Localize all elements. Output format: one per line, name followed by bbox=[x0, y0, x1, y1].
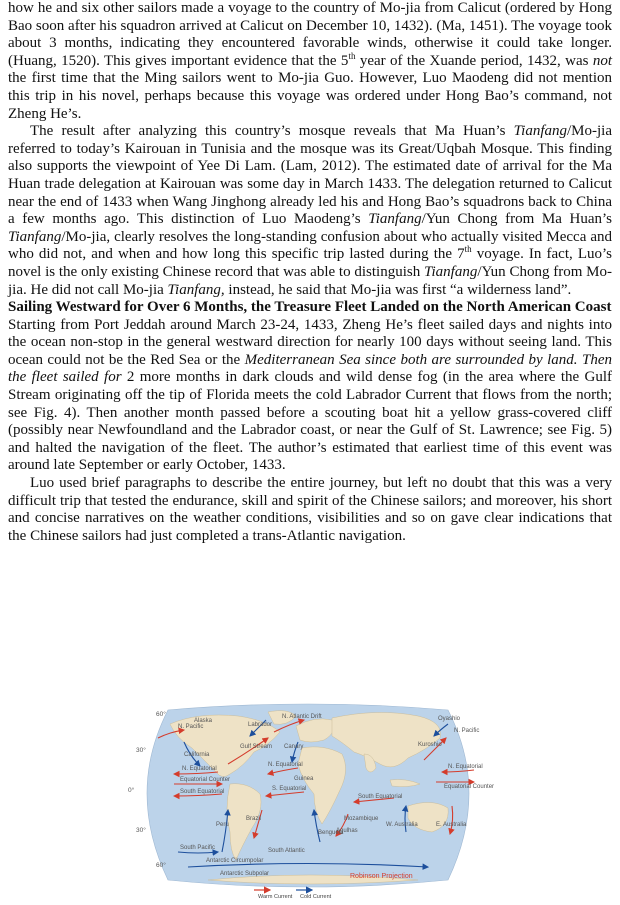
ocean-currents-map bbox=[118, 702, 498, 900]
current-label: Gulf Stream bbox=[240, 744, 273, 750]
current-label: N. Pacific bbox=[178, 724, 204, 730]
lat-label-equator: 0° bbox=[128, 787, 135, 794]
paragraph-1: how he and six other sailors made a voyage to the country of Mo-jia from Calicut (ordered by Hong Bao soon after his squadron arrived at Calicut on December 10, 1432). (Ma, 1451). The voyage took about 3 months, indicating they encountered favorable winds, otherwise it could take longer. (Huang, 1520). This gives important evidence that the 5th year of the Xuande period, 1432, was not the first time that the Ming sailors went to Mo-jia Guo. However, Luo Maodeng did not mention this trip in his novel, perhaps because this voyage was ordered under Hong Bao’s command, not Zheng He’s. bbox=[8, 0, 612, 122]
current-label: N. Equatorial bbox=[448, 764, 483, 770]
paragraph-2: The result after analyzing this country’s mosque reveals that Ma Huan’s Tianfang/Mo-jia referred to today’s Kairouan in Tunisia and the mosque was its Great/Uqbah Mosque. This finding also supports the viewpoint of Yee Di Lam. (Lam, 2012). The estimated date of arrival for the Ma Huan trade delegation at Kairouan was some day in March 1433. The delegation returned to Calicut near the end of 1433 when Wang Jinghong already led his and Hong Bao’s squadrons back to China a few months ago. This distinction of Luo Maodeng’s Tianfang/Yun Chong from Ma Huan’s Tianfang/Mo-jia, clearly resolves the long-standing confusion about who actually visited Mecca and who did not, and when and how long this specific trip lasted during the 7th voyage. In fact, Luo’s novel is the only existing Chinese record that was able to distinguish Tianfang/Yun Chong from Mo-jia. He did not call Mo-jia Tianfang, instead, he said that Mo-jia was first “a wilderness land”. bbox=[8, 123, 612, 298]
projection-caption: Robinson Projection bbox=[350, 873, 413, 880]
current-label: South Equatorial bbox=[180, 789, 225, 795]
lat-label-30s: 30° bbox=[136, 827, 146, 834]
current-label: Oyashio bbox=[438, 716, 461, 722]
current-label: Labrador bbox=[248, 722, 273, 728]
section-heading: Sailing Westward for Over 6 Months, the Treasure Fleet Landed on the North American Coast bbox=[8, 299, 612, 316]
paragraph-4: Luo used brief paragraphs to describe the entire journey, but left no doubt that this was a very difficult trip that tested the endurance, skill and spirit of the Chinese sailors; and moreover, his short and concise narratives on the weather conditions, visibilities and so on gave clear indications that the Chinese sailors had just completed a trans-Atlantic navigation. bbox=[8, 475, 612, 544]
current-label: N. Pacific bbox=[454, 728, 480, 734]
current-label: Equatorial Counter bbox=[444, 784, 495, 790]
current-label: South Equatorial bbox=[358, 794, 403, 800]
current-label: Antarctic Circumpolar bbox=[206, 858, 264, 864]
lat-label-60n: 60° bbox=[156, 711, 166, 718]
current-label: Guinea bbox=[294, 776, 314, 782]
current-label: Brazil bbox=[246, 816, 262, 822]
current-label: Alaska bbox=[194, 718, 213, 724]
current-label: California bbox=[184, 752, 210, 758]
paragraph-3: Starting from Port Jeddah around March 23-24, 1433, Zheng He’s fleet sailed days and nights into the ocean non-stop in the general westward direction for nearly 100 days without seeing land. This ocean could not be the Red Sea or the Mediterranean Sea since both are surrounded by land. Then the fleet sailed for 2 more months in dark clouds and wild dense fog (in the area where the Gulf Stream originating off the tip of Florida meets the cold Labrador Current that flows from the north; see Fig. 4). Then another month passed before a scouting boat hit a yellow grass-covered cliff (possibly near Newfoundland and the Labrador coast, or near the Gulf of St. Lawrence; see Fig. 5) and halted the navigation of the fleet. The author’s estimated that earliest time of this event was around late September or early October, 1433. bbox=[8, 316, 612, 474]
lat-label-60s: 60° bbox=[156, 862, 166, 869]
current-label: South Pacific bbox=[180, 845, 216, 851]
current-label: Mozambique bbox=[344, 816, 379, 822]
legend bbox=[254, 890, 332, 900]
current-label: Canary bbox=[284, 744, 304, 750]
current-label: Peru bbox=[216, 822, 229, 828]
legend-warm-label: Warm Current bbox=[258, 894, 293, 900]
current-label: W. Australia bbox=[386, 822, 418, 828]
current-label: Equatorial Counter bbox=[180, 777, 231, 783]
current-label: N. Equatorial bbox=[182, 766, 217, 772]
current-label: E. Australia bbox=[436, 822, 467, 828]
document-page bbox=[8, 0, 612, 545]
current-label: Agulhas bbox=[336, 828, 358, 834]
current-label: N. Atlantic Drift bbox=[282, 714, 322, 720]
ocean-currents-map-figure bbox=[118, 702, 498, 900]
current-label: South Atlantic bbox=[268, 848, 305, 854]
current-label: Benguela bbox=[318, 830, 344, 836]
current-label: N. Equatorial bbox=[268, 762, 303, 768]
lat-label-30n: 30° bbox=[136, 747, 146, 754]
current-label: Antarctic Subpolar bbox=[220, 871, 270, 877]
legend-cold-label: Cold Current bbox=[300, 894, 332, 900]
current-label: Kuroshio bbox=[418, 742, 442, 748]
current-label: S. Equatorial bbox=[272, 786, 307, 792]
